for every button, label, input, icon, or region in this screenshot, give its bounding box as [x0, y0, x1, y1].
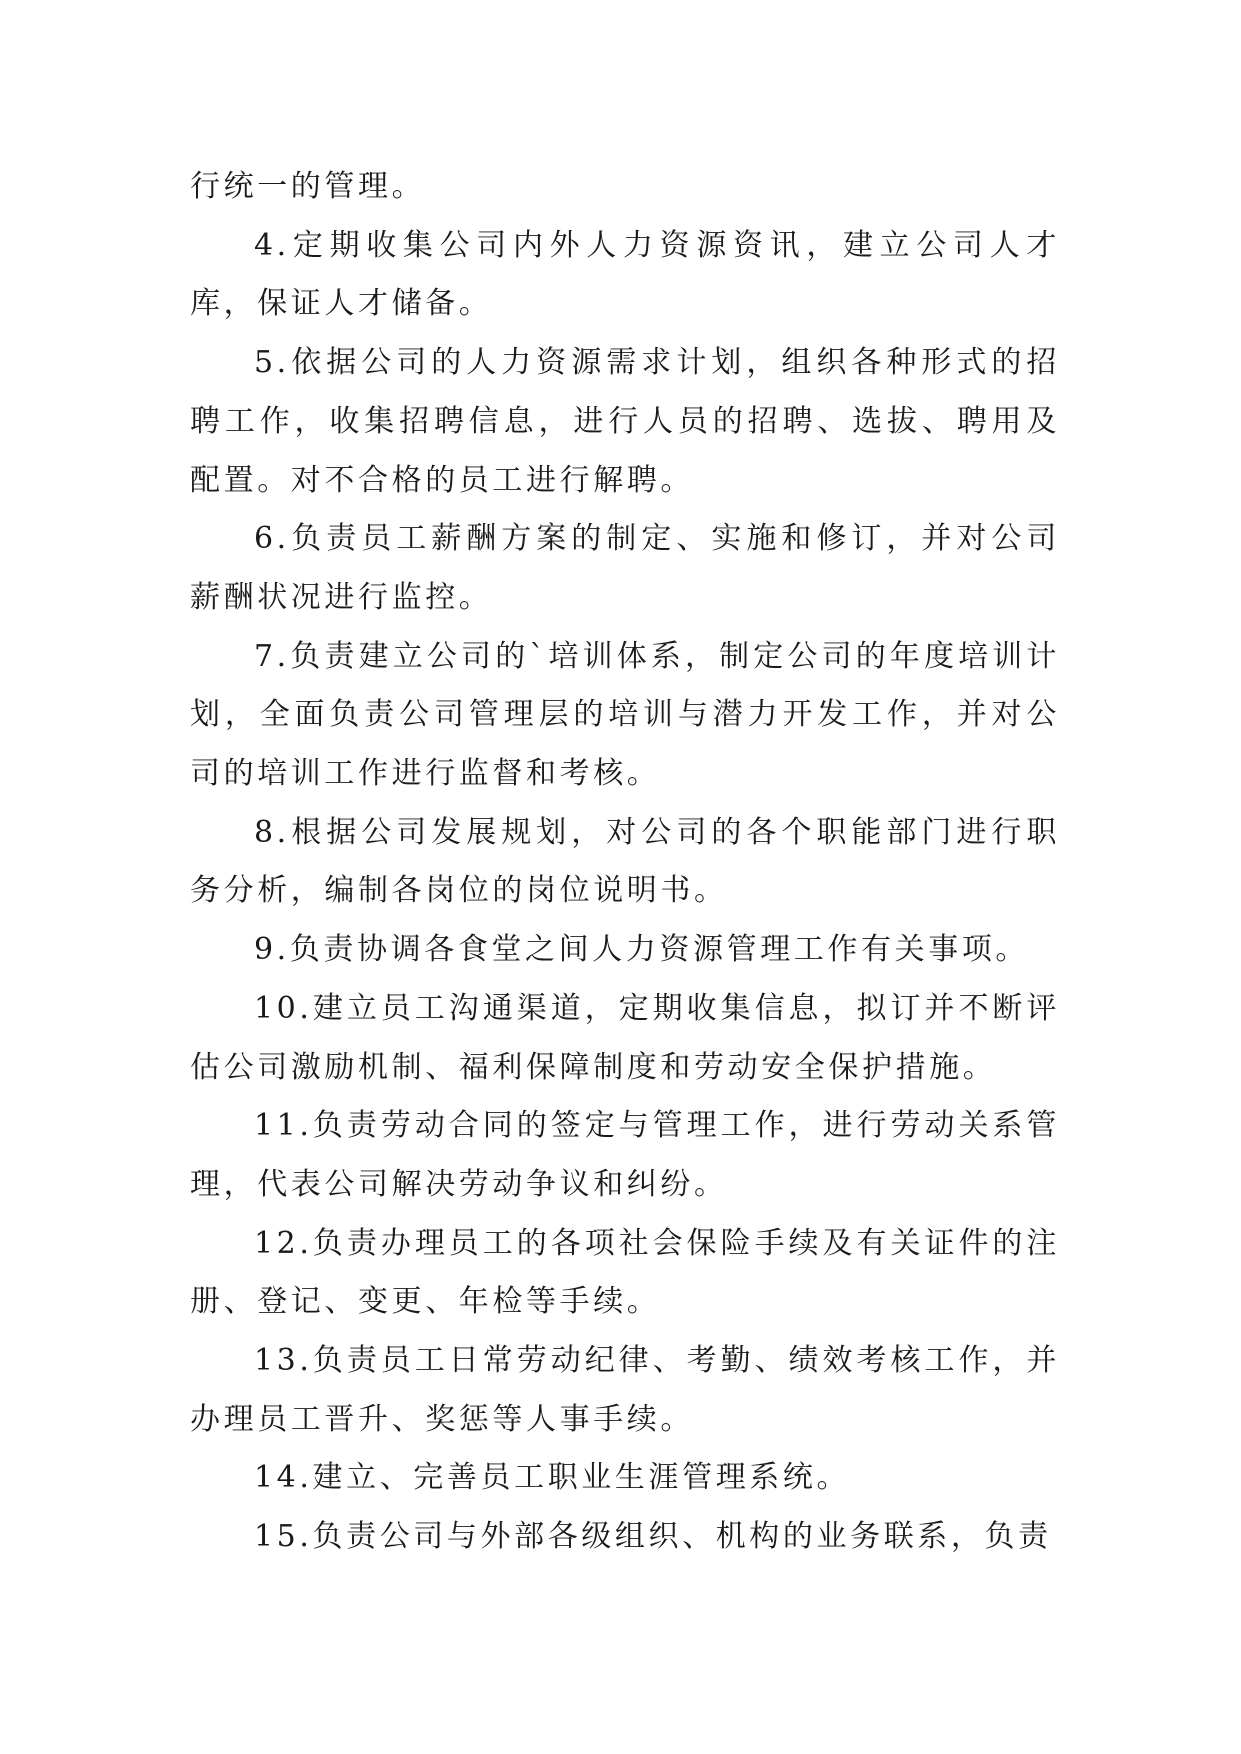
paragraph-item-15: 15.负责公司与外部各级组织、机构的业务联系，负责 — [254, 1519, 1052, 1555]
paragraph-item-7: 7.负责建立公司的`培训体系，制定公司的年度培训计划，全面负责公司管理层的培训与潜力开发工作，并对公司的培训工作进行监督和考核。 — [190, 638, 1060, 792]
paragraph-item-14: 14.建立、完善员工职业生涯管理系统。 — [254, 1460, 851, 1496]
paragraph-item-5: 5.依据公司的人力资源需求计划，组织各种形式的招聘工作，收集招聘信息，进行人员的招聘、选拔、聘用及配置。对不合格的员工进行解聘。 — [190, 345, 1060, 498]
paragraph-item-4: 4.定期收集公司内外人力资源资讯，建立公司人才库，保证人才储备。 — [190, 227, 1060, 322]
paragraph-item-10: 10.建立员工沟通渠道，定期收集信息，拟订并不断评估公司激励机制、福利保障制度和劳动安全保护措施。 — [190, 990, 1060, 1085]
paragraph-item-8: 8.根据公司发展规划，对公司的各个职能部门进行职务分析，编制各岗位的岗位说明书。 — [190, 814, 1060, 909]
paragraph-item-9: 9.负责协调各食堂之间人力资源管理工作有关事项。 — [254, 932, 1030, 968]
document-body — [190, 158, 1060, 1567]
paragraph-item-13: 13.负责员工日常劳动纪律、考勤、绩效考核工作，并办理员工晋升、奖惩等人事手续。 — [190, 1343, 1060, 1437]
paragraph-item-11: 11.负责劳动合同的签定与管理工作，进行劳动关系管理，代表公司解决劳动争议和纠纷。 — [190, 1108, 1060, 1202]
paragraph-item-6: 6.负责员工薪酬方案的制定、实施和修订，并对公司薪酬状况进行监控。 — [190, 521, 1060, 615]
paragraph-item-12: 12.负责办理员工的各项社会保险手续及有关证件的注册、登记、变更、年检等手续。 — [190, 1225, 1060, 1320]
paragraph-continuation: 行统一的管理。 — [190, 169, 426, 204]
